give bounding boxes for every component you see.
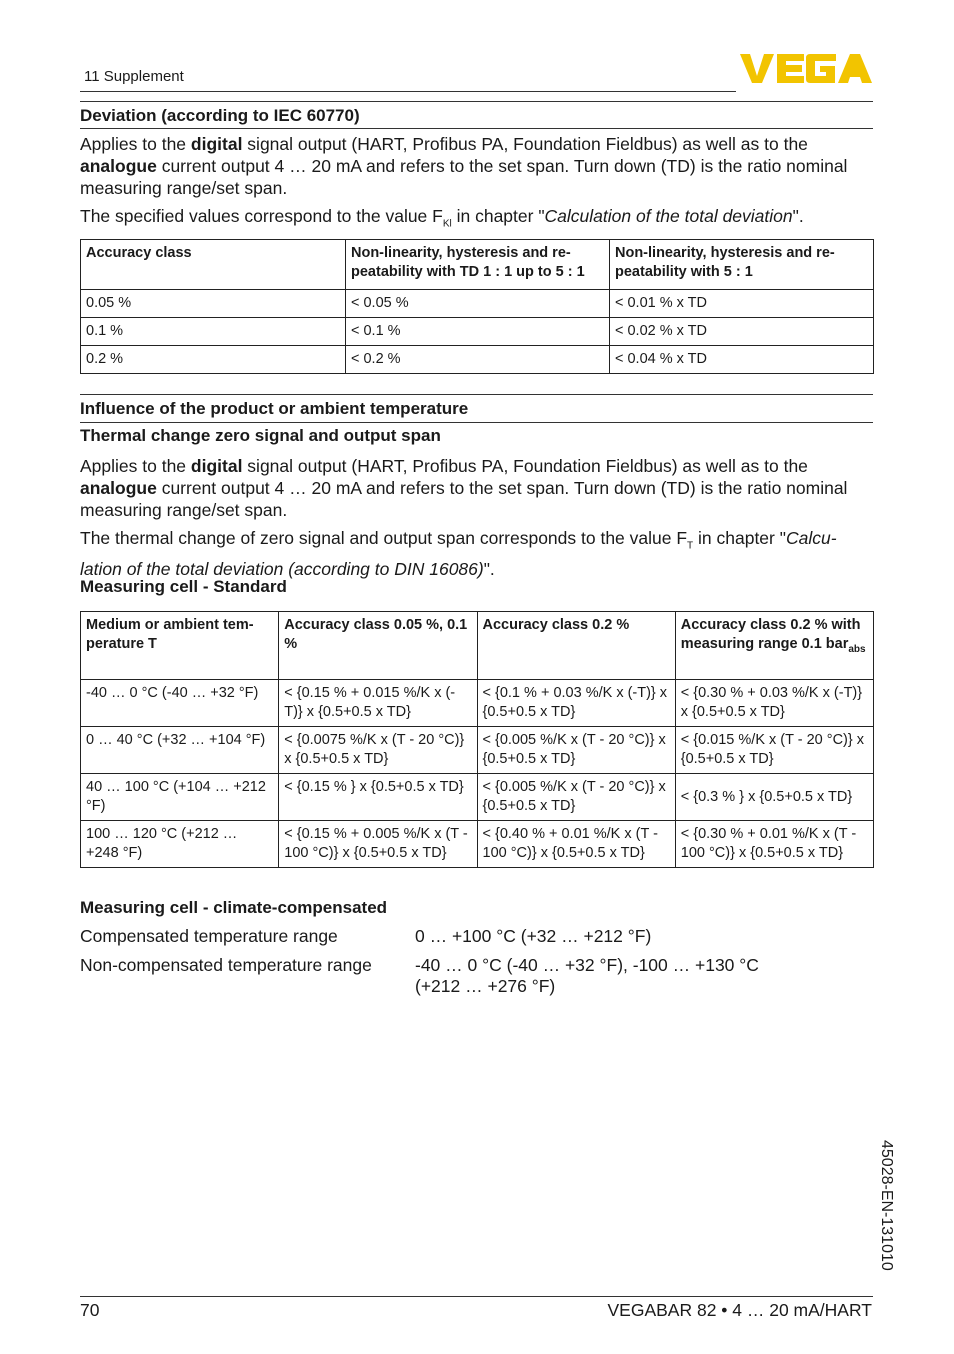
deviation-paragraph-1: Applies to the digital signal output (HART, Profibus PA, Foundation Fieldbus) as well as to the analogue current output 4 … 20 mA and refers to the set span. Turn down (TD) is the ratio nominal measuring range/set span. — [80, 134, 848, 198]
table-cell: 0.05 % — [81, 290, 346, 318]
table-cell: < {0.15 % + 0.005 %/K x (T - 100 °C)} x {0.5+0.5 x TD} — [279, 821, 477, 868]
table-cell: < 0.02 % x TD — [610, 318, 874, 346]
footer-rule — [80, 1296, 873, 1297]
table-cell: < {0.15 % + 0.015 %/K x (-T)} x {0.5+0.5 x TD} — [279, 680, 477, 727]
table-cell: < {0.005 %/K x (T - 20 °C)} x {0.5+0.5 x TD} — [477, 727, 675, 774]
table-header: Non-linearity, hysteresis and re-peatability with TD 1 : 1 up to 5 : 1 — [346, 240, 610, 290]
table-cell: 40 … 100 °C (+104 … +212 °F) — [81, 774, 279, 821]
table-cell: < {0.1 % + 0.03 %/K x (-T)} x {0.5+0.5 x TD} — [477, 680, 675, 727]
noncompensated-range-value: -40 … 0 °C (-40 … +32 °F), -100 … +130 °C (+212 … +276 °F) — [415, 955, 759, 996]
table-cell: < {0.0075 %/K x (T - 20 °C)} x {0.5+0.5 x TD} — [279, 727, 477, 774]
header-rule — [80, 91, 736, 92]
influence-paragraph-2: The thermal change of zero signal and output span corresponds to the value $F_T$ in chapter "Calcu-lation of the total deviation (according to DIN 16086)". — [80, 528, 837, 579]
standard-heading: Measuring cell - Standard — [80, 577, 287, 596]
table-cell: < 0.1 % — [346, 318, 610, 346]
footer-title: VEGABAR 82 • 4 … 20 mA/HART — [607, 1300, 872, 1320]
table-header: Accuracy class 0.2 % with measuring range 0.1 bar$_{abs}$ — [675, 612, 873, 680]
document-code: 45028-EN-131010 — [878, 1140, 895, 1271]
table-row — [81, 680, 874, 727]
table-header: Accuracy class 0.05 %, 0.1 % — [279, 612, 477, 680]
table-cell: 0.2 % — [81, 346, 346, 374]
section-rule-top — [80, 394, 873, 395]
table-row — [81, 727, 874, 774]
deviation-table — [80, 239, 874, 374]
noncompensated-range-label: Non-compensated temperature range — [80, 955, 372, 975]
page-number: 70 — [80, 1300, 100, 1320]
table-cell: < {0.30 % + 0.01 %/K x (T - 100 °C)} x {0.5+0.5 x TD} — [675, 821, 873, 868]
table-cell: -40 … 0 °C (-40 … +32 °F) — [81, 680, 279, 727]
influence-heading: Influence of the product or ambient temperature — [80, 399, 469, 418]
table-cell: < 0.05 % — [346, 290, 610, 318]
table-cell: < 0.01 % x TD — [610, 290, 874, 318]
thermal-table — [80, 611, 874, 868]
section-rule-bottom — [80, 128, 873, 129]
table-row — [81, 290, 874, 318]
vega-logo — [740, 50, 874, 91]
table-cell: < {0.40 % + 0.01 %/K x (T - 100 °C)} x {0.5+0.5 x TD} — [477, 821, 675, 868]
table-cell: < 0.2 % — [346, 346, 610, 374]
influence-paragraph-1: Applies to the digital signal output (HART, Profibus PA, Foundation Fieldbus) as well as to the analogue current output 4 … 20 mA and refers to the set span. Turn down (TD) is the ratio nominal measuring range/set span. — [80, 456, 848, 520]
table-header: Accuracy class 0.2 % — [477, 612, 675, 680]
table-cell: < {0.3 % } x {0.5+0.5 x TD} — [675, 774, 873, 821]
compensated-range-label: Compensated temperature range — [80, 926, 338, 946]
table-row — [81, 774, 874, 821]
section-header: 11 Supplement — [84, 68, 184, 85]
section-rule-top — [80, 101, 873, 102]
deviation-paragraph-2: The specified values correspond to the value $F_{Kl}$ in chapter "Calculation of the total deviation". — [80, 206, 804, 230]
table-cell: < {0.30 % + 0.03 %/K x (-T)} x {0.5+0.5 x TD} — [675, 680, 873, 727]
vega-logo-icon — [740, 50, 874, 86]
table-cell: < {0.15 % } x {0.5+0.5 x TD} — [279, 774, 477, 821]
table-header: Non-linearity, hysteresis and re-peatability with 5 : 1 — [610, 240, 874, 290]
table-header: Medium or ambient tem-perature T — [81, 612, 279, 680]
compensated-range-value: 0 … +100 °C (+32 … +212 °F) — [415, 926, 652, 946]
climate-heading: Measuring cell - climate-compensated — [80, 898, 388, 917]
table-cell: < 0.04 % x TD — [610, 346, 874, 374]
table-row — [81, 821, 874, 868]
table-cell: 0 … 40 °C (+32 … +104 °F) — [81, 727, 279, 774]
table-cell: 0.1 % — [81, 318, 346, 346]
table-cell: < {0.005 %/K x (T - 20 °C)} x {0.5+0.5 x TD} — [477, 774, 675, 821]
table-row — [81, 346, 874, 374]
table-cell: 100 … 120 °C (+212 … +248 °F) — [81, 821, 279, 868]
table-cell: < {0.015 %/K x (T - 20 °C)} x {0.5+0.5 x TD} — [675, 727, 873, 774]
section-rule-bottom — [80, 422, 873, 423]
table-row — [81, 318, 874, 346]
table-header: Accuracy class — [81, 240, 346, 290]
thermal-subheading: Thermal change zero signal and output span — [80, 426, 441, 445]
deviation-heading: Deviation (according to IEC 60770) — [80, 106, 360, 125]
